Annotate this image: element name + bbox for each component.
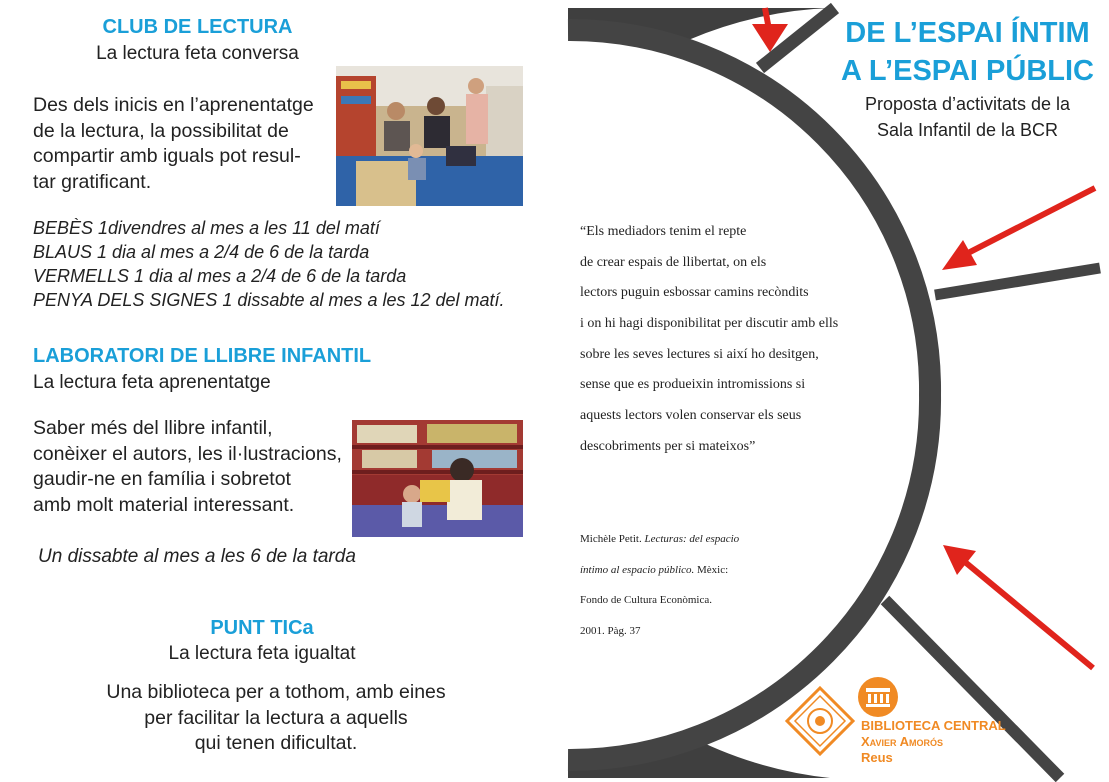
- spoke-right: [935, 268, 1100, 295]
- citation-block: Michèle Petit. Lecturas: del espacio íntimo al espacio público. Mèxic: Fondo de Cultura Econòmica. 2001. Pàg. 37: [580, 533, 740, 637]
- quote-block: “Els mediadors tenim el repte de crear espais de llibertat, on els lectors puguin esbossar camins recòndits i on hi hagi disponibilitat per discutir amb ells sobre les seves lectures si així ho desitgen, sense que es produeixin intromissions si aquests lectors volen conservar els seus descobriments per si mateixos”: [580, 224, 839, 454]
- library-logo-text: BIBLIOTECA CENTRAL Xavier Amorós Reus: [861, 718, 1006, 765]
- club-title: CLUB DE LECTURA: [102, 16, 293, 38]
- lab-body: Saber més del llibre infantil, conèixer el autors, les il·lustracions, gaudir-ne en família i sobretot amb molt material interessant.: [33, 417, 342, 516]
- library-logo-icon: [857, 676, 899, 718]
- lab-subtitle: La lectura feta aprenentatge: [33, 372, 271, 393]
- lab-schedule: Un dissabte al mes a les 6 de la tarda: [38, 546, 356, 567]
- rose-emblem-icon: [785, 686, 855, 756]
- tic-title: PUNT TICa: [210, 617, 314, 639]
- lab-title: LABORATORI DE LLIBRE INFANTIL: [33, 345, 372, 367]
- tic-body: Una biblioteca per a tothom, amb eines per facilitar la lectura a aquells qui tenen dificultat.: [106, 681, 446, 754]
- club-schedule: BEBÈS 1divendres al mes a les 11 del matí BLAUS 1 dia al mes a 2/4 de 6 de la tarda VERMELLS 1 dia al mes a 2/4 de 6 de la tarda PENYA DELS SIGNES 1 dissabte al mes a les 12 del matí.: [33, 218, 505, 310]
- club-subtitle: La lectura feta conversa: [96, 43, 299, 64]
- cover-subtitle: Proposta d’activitats de la Sala Infantil de la BCR: [864, 94, 1071, 140]
- tic-subtitle: La lectura feta igualtat: [168, 643, 356, 664]
- club-body: Des dels inicis en l’aprenentatge de la lectura, la possibilitat de compartir amb iguals pot resul- tar gratificant.: [33, 94, 314, 193]
- cover-title: DE L’ESPAI ÍNTIM A L’ESPAI PÚBLIC: [841, 17, 1094, 87]
